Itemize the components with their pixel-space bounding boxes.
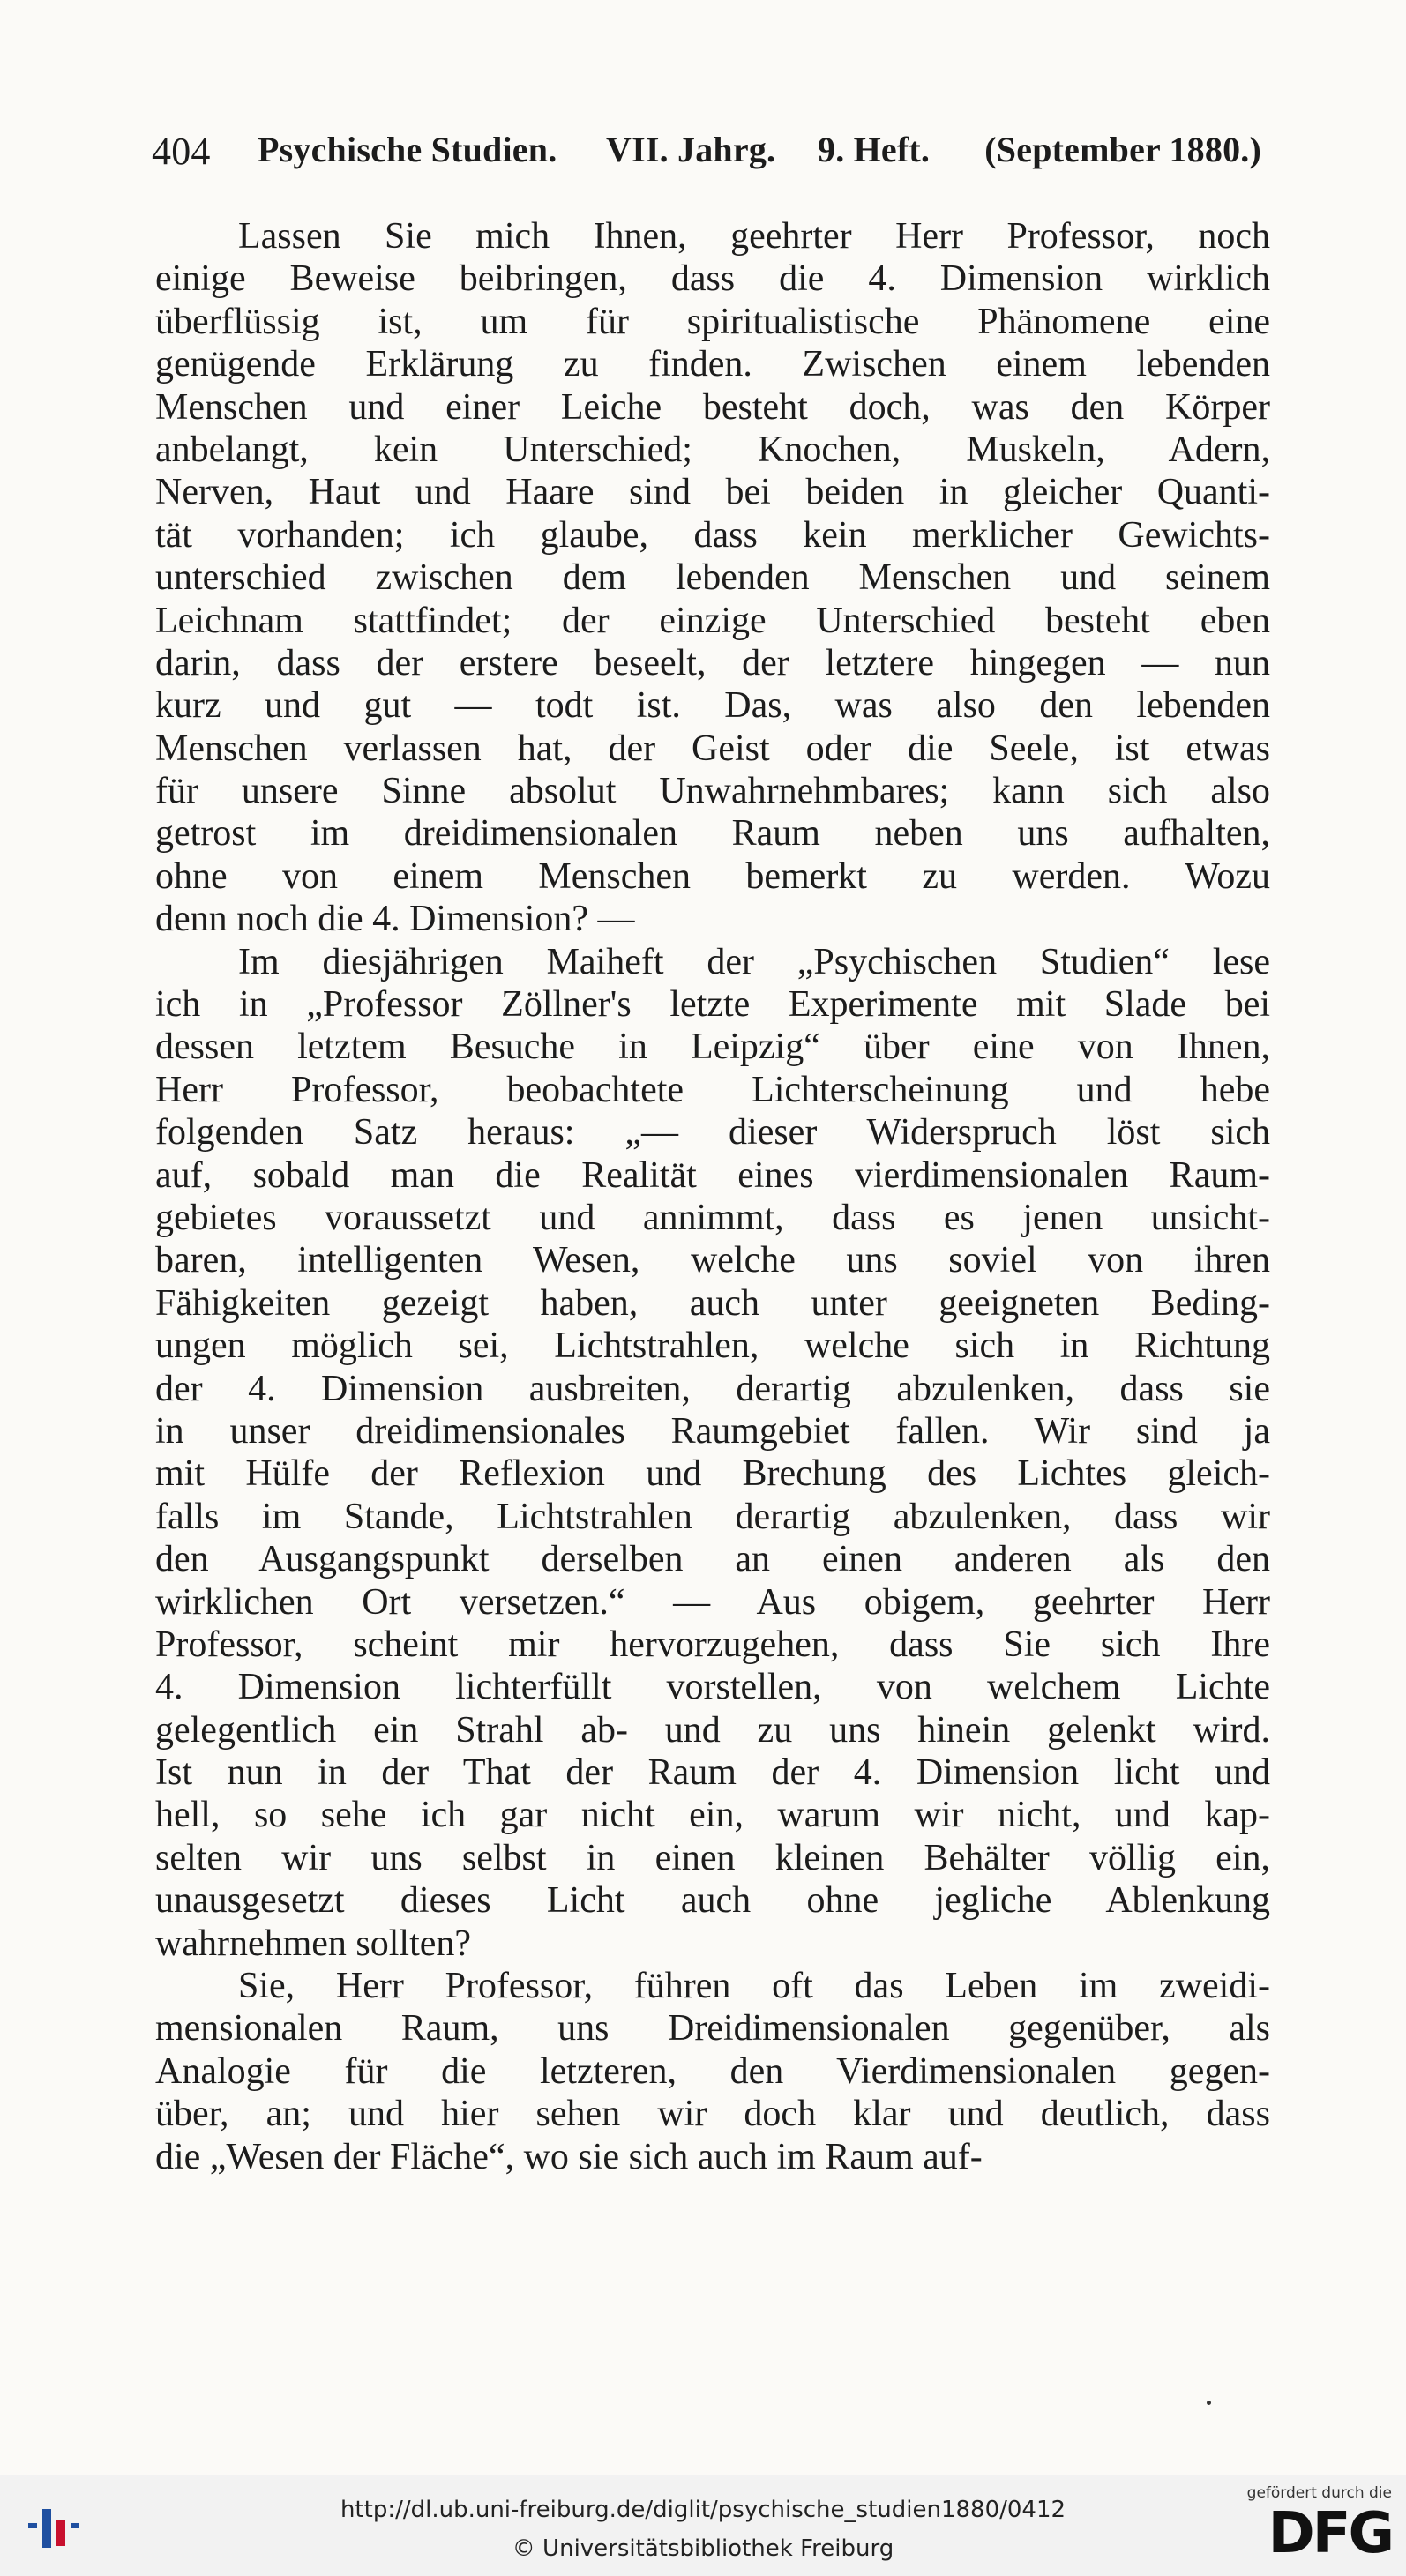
library-footer <box>0 2475 1406 2576</box>
text-line: tät vorhanden; ich glaube, dass kein merklicher Gewichts- <box>155 514 1270 556</box>
text-line: unausgesetzt dieses Licht auch ohne jegliche Ablenkung <box>155 1880 1270 1922</box>
text-line: denn noch die 4. Dimension? — <box>155 899 635 940</box>
text-line: Fähigkeiten gezeigt haben, auch unter geeigneten Beding- <box>155 1282 1270 1324</box>
text-line: falls im Stande, Lichtstrahlen derartig abzulenken, dass wir <box>155 1496 1270 1537</box>
text-line: der 4. Dimension ausbreiten, derartig abzulenken, dass sie <box>155 1368 1270 1409</box>
text-line: in unser dreidimensionales Raumgebiet fallen. Wir sind ja <box>155 1410 1270 1452</box>
issue-label: 9. Heft. <box>818 130 931 169</box>
text-line: einige Beweise beibringen, dass die 4. Dimension wirklich <box>155 258 1270 300</box>
text-line: Leichnam stattfindet; der einzige Unterschied besteht eben <box>155 600 1270 641</box>
text-line: anbelangt, kein Unterschied; Knochen, Muskeln, Adern, <box>155 429 1270 470</box>
scan-speck <box>1207 2401 1211 2405</box>
text-line: 4. Dimension lichterfüllt vorstellen, von welchem Lichte <box>155 1667 1270 1708</box>
text-line: Sie, Herr Professor, führen oft das Leben im zweidi- <box>238 1966 1270 2007</box>
text-line: unterschied zwischen dem lebenden Menschen und seinem <box>155 557 1270 599</box>
text-line: gebietes voraussetzt und annimmt, dass es jenen unsicht- <box>155 1197 1270 1238</box>
text-line: über, an; und hier sehen wir doch klar und deutlich, dass <box>155 2094 1270 2135</box>
text-line: ich in „Professor Zöllner's letzte Experimente mit Slade bei <box>155 984 1270 1026</box>
dfg-wordmark: DFG <box>1268 2501 1392 2566</box>
issue-date: (September 1880.) <box>984 130 1261 169</box>
text-line: Herr Professor, beobachtete Lichterscheinung und hebe <box>155 1069 1270 1110</box>
volume-label: VII. Jahrg. <box>606 130 776 169</box>
running-header <box>152 129 1261 180</box>
page-number: 404 <box>152 130 211 173</box>
text-line: mit Hülfe der Reflexion und Brechung des Lichtes gleich- <box>155 1453 1270 1495</box>
text-line: folgenden Satz heraus: „— dieser Widerspruch löst sich <box>155 1112 1270 1154</box>
text-line: genügende Erklärung zu finden. Zwischen einem lebenden <box>155 344 1270 385</box>
text-line: Analogie für die letzteren, den Vierdimensionalen gegen- <box>155 2050 1270 2092</box>
text-line: ungen möglich sei, Lichtstrahlen, welche sich in Richtung <box>155 1325 1270 1367</box>
text-line: überflüssig ist, um für spiritualistische Phänomene eine <box>155 301 1270 342</box>
text-line: die „Wesen der Fläche“, wo sie sich auch im Raum auf- <box>155 2136 983 2177</box>
text-line: kurz und gut — todt ist. Das, was also den lebenden <box>155 685 1270 727</box>
text-line: Professor, scheint mir hervorzugehen, dass Sie sich Ihre <box>155 1624 1270 1665</box>
dfg-tagline: gefördert durch die <box>1246 2484 1392 2502</box>
body-text <box>155 215 1270 2178</box>
text-line: hell, so sehe ich gar nicht ein, warum wir nicht, und kap- <box>155 1795 1270 1836</box>
text-line: wirklichen Ort versetzen.“ — Aus obigem, geehrter Herr <box>155 1581 1270 1623</box>
text-line: den Ausgangspunkt derselben an einen anderen als den <box>155 1539 1270 1580</box>
text-line: Im diesjährigen Maiheft der „Psychischen Studien“ lese <box>238 941 1270 982</box>
text-line: wahrnehmen sollten? <box>155 1923 472 1964</box>
copyright-notice: © Universitätsbibliothek Freiburg <box>512 2535 894 2562</box>
text-line: selten wir uns selbst in einen kleinen Behälter völlig ein, <box>155 1837 1270 1878</box>
journal-title: Psychische Studien. <box>258 130 557 169</box>
text-line: baren, intelligenten Wesen, welche uns soviel von ihren <box>155 1240 1270 1281</box>
text-line: Nerven, Haut und Haare sind bei beiden in gleicher Quanti- <box>155 472 1270 513</box>
source-url-link[interactable]: http://dl.ub.uni-freiburg.de/diglit/psychische_studien1880/0412 <box>340 2497 1066 2523</box>
text-line: darin, dass der erstere beseelt, der letztere hingegen — nun <box>155 642 1270 683</box>
text-line: ohne von einem Menschen bemerkt zu werden. Wozu <box>155 855 1270 897</box>
text-line: dessen letztem Besuche in Leipzig“ über eine von Ihnen, <box>155 1027 1270 1068</box>
dfg-logo <box>1244 2484 1395 2569</box>
text-line: Ist nun in der That der Raum der 4. Dimension licht und <box>155 1752 1270 1794</box>
text-line: mensionalen Raum, uns Dreidimensionalen gegenüber, als <box>155 2008 1270 2050</box>
text-line: für unsere Sinne absolut Unwahrnehmbares; kann sich also <box>155 771 1270 812</box>
text-line: gelegentlich ein Strahl ab- und zu uns hinein gelenkt wird. <box>155 1709 1270 1751</box>
text-line: getrost im dreidimensionalen Raum neben uns aufhalten, <box>155 813 1270 855</box>
text-line: Menschen und einer Leiche besteht doch, was den Körper <box>155 386 1270 428</box>
text-line: Lassen Sie mich Ihnen, geehrter Herr Professor, noch <box>238 216 1270 257</box>
text-line: auf, sobald man die Realität eines vierdimensionalen Raum- <box>155 1154 1270 1196</box>
text-line: Menschen verlassen hat, der Geist oder die Seele, ist etwas <box>155 728 1270 769</box>
